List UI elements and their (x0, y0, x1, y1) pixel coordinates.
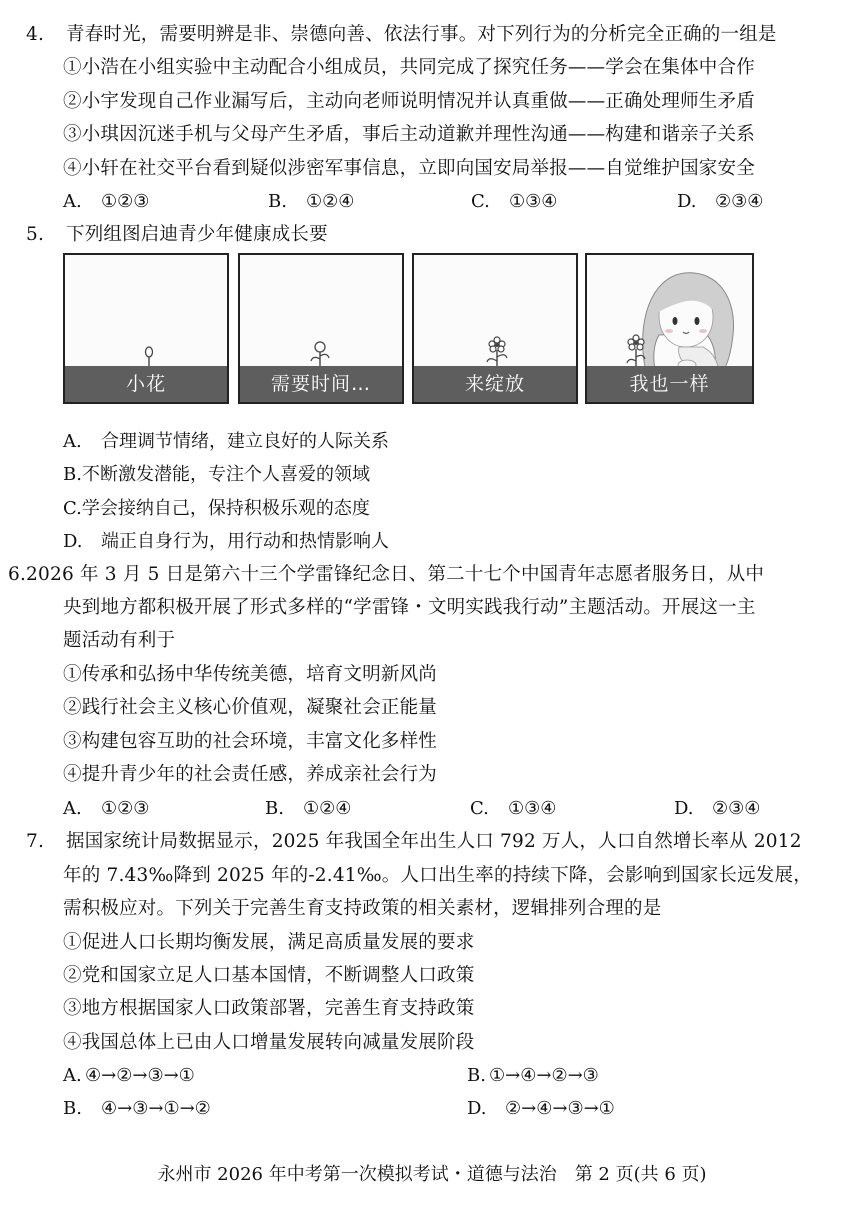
panel-1-caption: 小花 (125, 373, 166, 395)
q7-number: 7. (26, 831, 45, 852)
comic-panel-3 (412, 253, 578, 404)
q4-number: 4. (26, 24, 45, 45)
q6-option-d[interactable]: D. ②③④ (674, 798, 761, 819)
q7-item-4: ④我国总体上已由人口增量发展转向减量发展阶段 (63, 1032, 475, 1053)
q7-option-d[interactable]: D. ②→④→③→① (467, 1098, 615, 1119)
q7-stem-line-1: 7. 据国家统计局数据显示，2025 年我国全年出生人口 792 万人，人口自然增长率从 2012 (26, 831, 802, 852)
q6-option-b[interactable]: B. ①②④ (265, 798, 352, 819)
q7-option-b[interactable]: B. ①→④→②→③ (467, 1065, 599, 1086)
q4-option-a[interactable]: A. ①②③ (63, 191, 150, 212)
q7-option-a[interactable]: A. ④→②→③→① (63, 1065, 195, 1086)
q4-option-d[interactable]: D. ②③④ (677, 191, 764, 212)
comic-panel-2 (238, 253, 404, 404)
panel-3-caption: 来绽放 (464, 373, 525, 395)
q4-item-1: ①小浩在小组实验中主动配合小组成员，共同完成了探究任务——学会在集体中合作 (63, 57, 755, 78)
q6-stem-line-2: 央到地方都积极开展了形式多样的“学雷锋・文明实践我行动”主题活动。开展这一主 (63, 597, 756, 618)
q7-option-c[interactable]: B. ④→③→①→② (63, 1098, 211, 1119)
q5-number: 5. (26, 224, 45, 245)
q4-option-c[interactable]: C. ①③④ (471, 191, 558, 212)
q6-option-c[interactable]: C. ①③④ (470, 798, 557, 819)
q7-item-3: ③地方根据国家人口政策部署，完善生育支持政策 (63, 998, 475, 1019)
q6-stem-line-3: 题活动有利于 (63, 630, 176, 651)
q6-item-4: ④提升青少年的社会责任感，养成亲社会行为 (63, 764, 438, 785)
q7-stem-line-2: 年的 7.43‰降到 2025 年的-2.41‰。人口出生率的持续下降，会影响到国家长远发展， (63, 865, 812, 886)
q6-item-3: ③构建包容互助的社会环境，丰富文化多样性 (63, 731, 438, 752)
comic-strip (63, 253, 758, 408)
q7-stem-line-3: 需积极应对。下列关于完善生育支持政策的相关素材，逻辑排列合理的是 (63, 898, 662, 919)
q5-option-a[interactable]: A. 合理调节情绪，建立良好的人际关系 (63, 431, 389, 452)
comic-panel-4 (585, 253, 754, 404)
q5-stem (26, 223, 328, 247)
q6-item-1: ①传承和弘扬中华传统美德，培育文明新风尚 (63, 664, 438, 685)
q5-option-d[interactable]: D. 端正自身行为，用行动和热情影响人 (63, 531, 389, 552)
q7-item-1: ①促进人口长期均衡发展，满足高质量发展的要求 (63, 932, 475, 953)
q4-stem-text: 青春时光，需要明辨是非、崇德向善、依法行事。对下列行为的分析完全正确的一组是 (66, 24, 777, 45)
q4-stem (26, 23, 777, 47)
q4-item-2: ②小宇发现自己作业漏写后，主动向老师说明情况并认真重做——正确处理师生矛盾 (63, 91, 755, 112)
q5-option-c[interactable]: C.学会接纳自己，保持积极乐观的态度 (63, 498, 370, 519)
q6-stem-line-1: 6.2026 年 3 月 5 日是第六十三个学雷锋纪念日、第二十七个中国青年志愿者服务日，从中 (8, 564, 765, 585)
q6-item-2: ②践行社会主义核心价值观，凝聚社会正能量 (63, 697, 438, 718)
panel-2-caption: 需要时间… (270, 373, 371, 395)
panel-4-caption: 我也一样 (629, 373, 710, 395)
q7-item-2: ②党和国家立足人口基本国情，不断调整人口政策 (63, 965, 475, 986)
q4-option-b[interactable]: B. ①②④ (268, 191, 355, 212)
q4-item-4: ④小轩在社交平台看到疑似涉密军事信息，立即向国安局举报——自觉维护国家安全 (63, 158, 755, 179)
q4-item-3: ③小琪因沉迷手机与父母产生矛盾，事后主动道歉并理性沟通——构建和谐亲子关系 (63, 124, 755, 145)
comic-panel-1 (63, 253, 229, 404)
q5-stem-text: 下列组图启迪青少年健康成长要 (66, 224, 328, 245)
q6-option-a[interactable]: A. ①②③ (63, 798, 150, 819)
page-footer: 永州市 2026 年中考第一次模拟考试・道德与法治 第 2 页(共 6 页) (157, 1164, 707, 1185)
q5-option-b[interactable]: B.不断激发潜能，专注个人喜爱的领域 (63, 464, 370, 485)
